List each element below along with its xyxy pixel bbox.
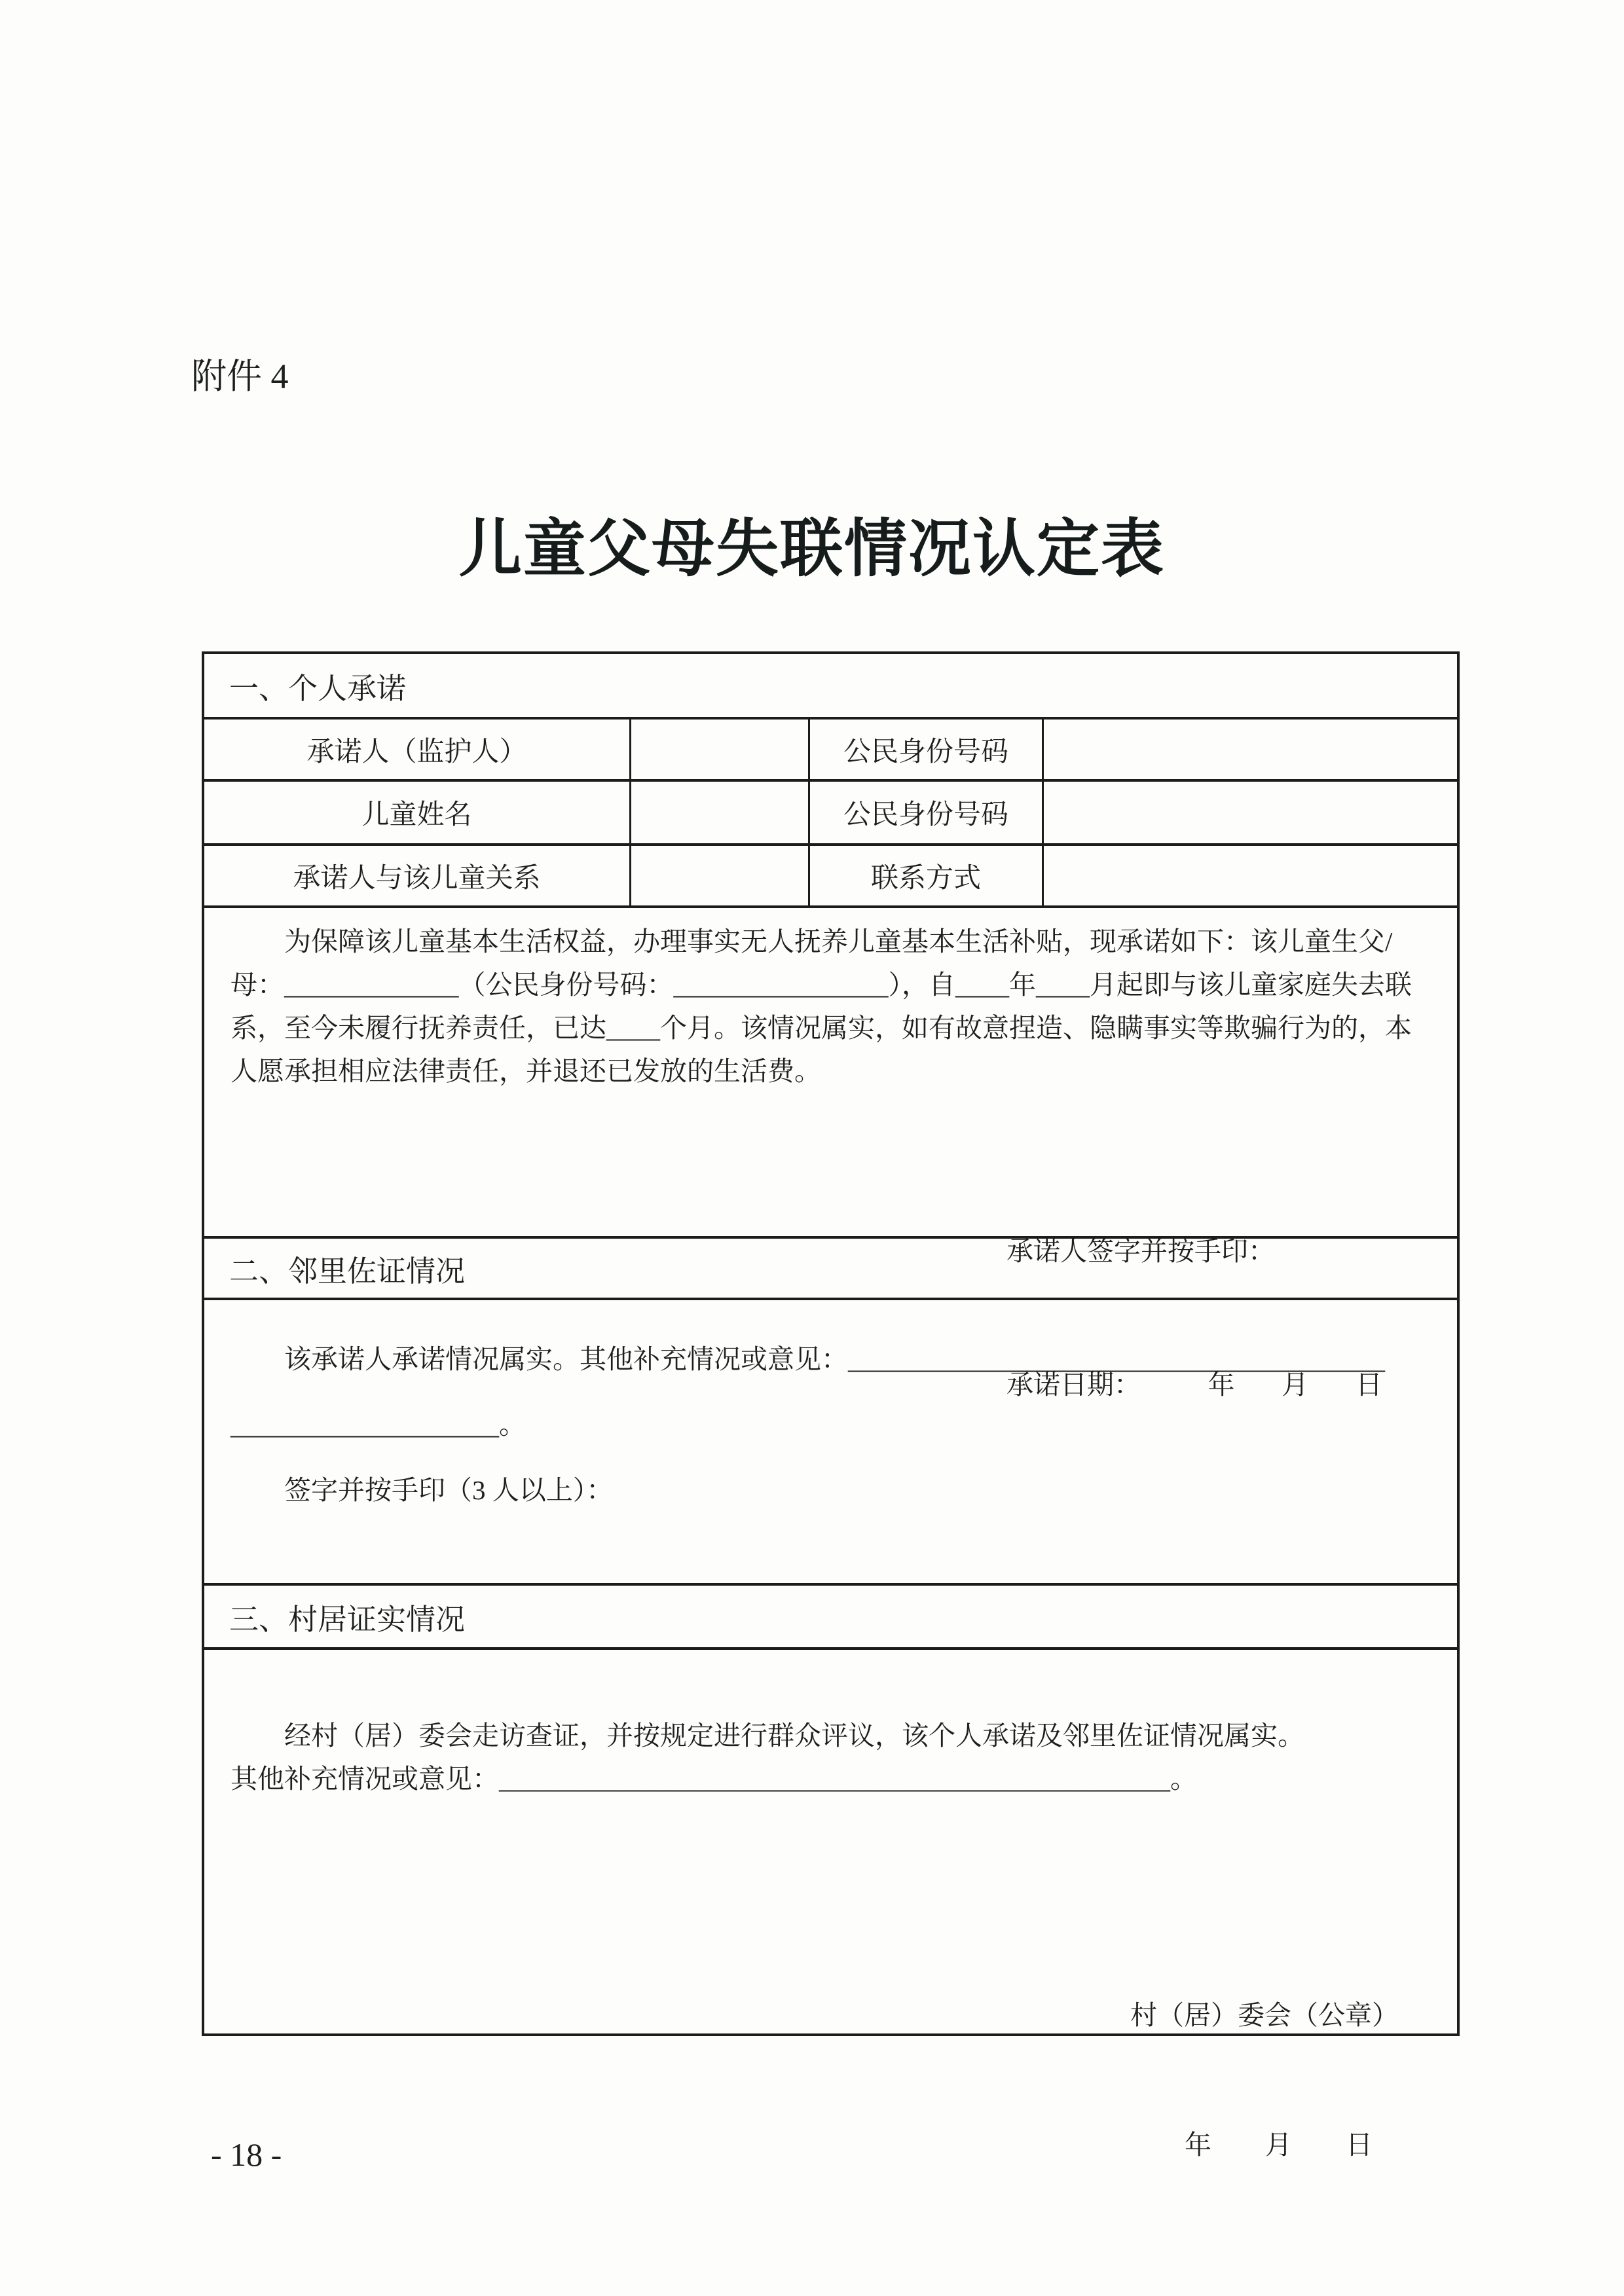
field-label-guardian-id: 公民身份号码 (810, 720, 1044, 782)
section2-header: 二、邻里佐证情况 (204, 1239, 1457, 1300)
section3-header: 三、村居证实情况 (204, 1586, 1457, 1650)
village-statement-line2: 其他补充情况或意见：__________________________________________________。 (231, 1764, 1197, 1794)
field-value-guardian (631, 720, 810, 782)
field-label-relation: 承诺人与该儿童关系 (204, 846, 631, 908)
field-label-contact: 联系方式 (810, 846, 1044, 908)
field-label-child-id: 公民身份号码 (810, 782, 1044, 846)
page-title: 儿童父母失联情况认定表 (459, 514, 1165, 584)
field-label-child-name: 儿童姓名 (204, 782, 631, 846)
field-value-child-id (1044, 782, 1457, 846)
section2-signature-label: 签字并按手印（3 人以上）： (284, 1475, 614, 1505)
commitment-statement: 为保障该儿童基本生活权益，办理事实无人抚养儿童基本生活补贴，现承诺如下：该儿童生父/母：_____________（公民身份号码：________________），自____年____月起即与该儿童家庭失去联系，至今未履行抚养责任，已达____个月。该情况属实，如有故意捏造、隐瞒事实等欺骗行为的，本人愿承担相应法律责任，并退还已发放的生活费。 (231, 926, 1412, 1086)
field-value-relation (631, 846, 810, 908)
section1-date-label: 承诺日期： 年 月 日 (1006, 1370, 1382, 1400)
section2-content-cell (204, 1300, 1457, 1586)
section3-date-label: 年 月 日 (1185, 2130, 1373, 2160)
field-label-guardian: 承诺人（监护人） (204, 720, 631, 782)
village-statement-line1: 经村（居）委会走访查证，并按规定进行群众评议，该个人承诺及邻里佐证情况属实。 (284, 1721, 1304, 1751)
field-value-child-name (631, 782, 810, 846)
section1-header: 一、个人承诺 (204, 654, 1457, 720)
section3-stamp-block (231, 1907, 1428, 2253)
section1-signature-label: 承诺人签字并按手印： (1006, 1236, 1275, 1266)
neighbor-statement-line1: 该承诺人承诺情况属实。其他补充情况或意见：________________________________________ (284, 1344, 1385, 1374)
attachment-label: 附件 4 (191, 357, 289, 396)
section3-content-cell (204, 1650, 1457, 2253)
field-value-contact (1044, 846, 1457, 908)
village-committee-stamp-label: 村（居）委会（公章） (1130, 2000, 1399, 2030)
page-number: - 18 - (211, 2136, 282, 2173)
neighbor-statement-line2: ____________________。 (231, 1410, 526, 1440)
field-value-guardian-id (1044, 720, 1457, 782)
